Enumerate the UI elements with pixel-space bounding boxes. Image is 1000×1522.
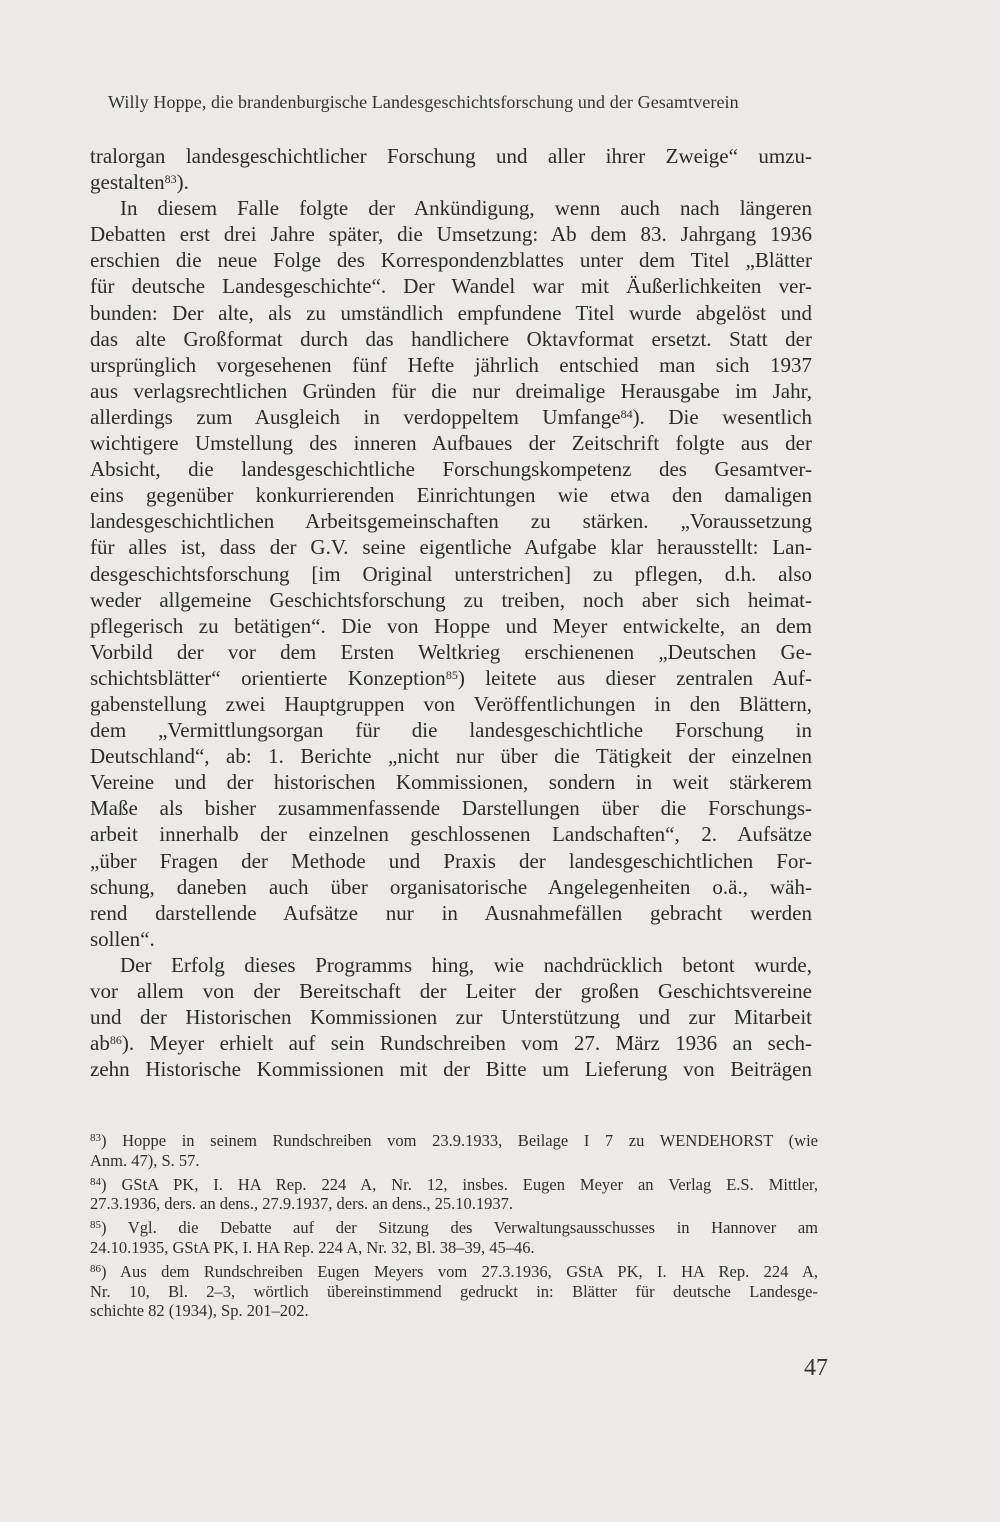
text-line: wichtigere Umstellung des inneren Aufbaues der Zeitschrift folgte aus der (90, 431, 812, 456)
text-line: vor allem von der Bereitschaft der Leiter der großen Geschichtsvereine (90, 979, 812, 1003)
text-line: desgeschichtsforschung [im Original unterstrichen] zu pflegen, d.h. also (90, 561, 812, 586)
text-line: rend darstellende Aufsätze nur in Ausnahmefällen gebracht werden (90, 900, 812, 925)
footnote-line: $^{84}$) GStA PK, I. HA Rep. 224 A, Nr. 12, insbes. Eugen Meyer an Verlag E.S. Mittler, (90, 1174, 818, 1194)
footnote-mark: 85 (90, 1219, 101, 1232)
text-line: tralorgan landesgeschichtlicher Forschung und aller ihrer Zweige“ umzu- (90, 144, 812, 168)
text-line: für deutsche Landesgeschichte“. Der Wandel war mit Äußerlichkeiten ver- (90, 274, 812, 299)
text-line: „über Fragen der Methode und Praxis der landesgeschichtlichen For- (90, 848, 812, 873)
footnote (90, 1131, 818, 1171)
text-line: gabenstellung zwei Hauptgruppen von Veröffentlichungen in den Blättern, (90, 691, 812, 716)
text-line: dem „Vermittlungsorgan für die landesgeschichtliche Forschung in (90, 718, 812, 743)
footnote-reference: 86 (109, 1033, 122, 1048)
footnote-mark: 84 (90, 1175, 101, 1188)
text-line: das alte Großformat durch das handlichere Oktavformat ersetzt. Statt der (90, 326, 812, 351)
text-line: gestalten$^{83}$). (90, 170, 189, 195)
footnote-reference: 84 (620, 406, 633, 421)
footnote-line: $^{86}$) Aus dem Rundschreiben Eugen Meyers vom 27.3.1936, GStA PK, I. HA Rep. 224 A, (90, 1261, 818, 1281)
text-line: Der Erfolg dieses Programms hing, wie nachdrücklich betont wurde, (120, 952, 812, 977)
footnote-line: Nr. 10, Bl. 2–3, wörtlich übereinstimmend gedruckt in: Blätter für deutsche Landesge- (90, 1281, 818, 1301)
text-line: Vereine und der historischen Kommissionen, sondern in weit stärkerem (90, 770, 812, 795)
text-line: und der Historischen Kommissionen zur Unterstützung und zur Mitarbeit (90, 1005, 812, 1030)
footnotes (90, 1131, 818, 1325)
text-line: erschien die neue Folge des Korrespondenzblattes unter dem Titel „Blätter (90, 248, 812, 273)
text-line: aus verlagsrechtlichen Gründen für die nur dreimalige Herausgabe im Jahr, (90, 378, 812, 403)
text-line: Deutschland“, ab: 1. Berichte „nicht nur über die Tätigkeit der einzelnen (90, 744, 812, 769)
footnote-line: $^{85}$) Vgl. die Debatte auf der Sitzung des Verwaltungsausschusses in Hannover am (90, 1218, 818, 1238)
text-line: zehn Historische Kommissionen mit der Bitte um Lieferung von Beiträgen (90, 1057, 812, 1082)
text-line: schichtsblätter“ orientierte Konzeption$^{85}$) leitete aus dieser zentralen Auf- (90, 665, 812, 690)
text-line: In diesem Falle folgte der Ankündigung, wenn auch nach längeren (120, 196, 812, 221)
text-line: sollen“. (90, 926, 155, 951)
footnote-reference: 85 (445, 667, 458, 682)
text-line: für alles ist, dass der G.V. seine eigentliche Aufgabe klar herausstellt: Lan- (90, 535, 812, 560)
footnote (90, 1262, 818, 1321)
footnote-line: Anm. 47), S. 57. (90, 1150, 200, 1170)
running-head: Willy Hoppe, die brandenburgische Landesgeschichtsforschung und der Gesamtverein (108, 92, 739, 112)
footnote-mark: 83 (90, 1132, 101, 1144)
footnote (90, 1218, 818, 1258)
text-line: weder allgemeine Geschichtsforschung zu treiben, noch aber sich heimat- (90, 587, 812, 612)
text-line: Vorbild der vor dem Ersten Weltkrieg erschienenen „Deutschen Ge- (90, 639, 812, 664)
text-line: pflegerisch zu betätigen“. Die von Hoppe und Meyer entwickelte, an dem (90, 613, 812, 638)
text-line: Maße als bisher zusammenfassende Darstellungen über die Forschungs- (90, 796, 812, 821)
footnote (90, 1175, 818, 1215)
footnote-reference: 83 (164, 172, 177, 187)
footnote-line: schichte 82 (1934), Sp. 201–202. (90, 1301, 309, 1321)
text-line: landesgeschichtlichen Arbeitsgemeinschaften zu stärken. „Voraussetzung (90, 509, 812, 534)
text-line: eins gegenüber konkurrierenden Einrichtungen wie etwa den damaligen (90, 483, 812, 508)
text-line: arbeit innerhalb der einzelnen geschlossenen Landschaften“, 2. Aufsätze (90, 822, 812, 847)
text-line: schung, daneben auch über organisatorische Angelegenheiten o.ä., wäh- (90, 874, 812, 899)
text-line: bunden: Der alte, als zu umständlich empfundene Titel wurde abgelöst und (90, 300, 812, 325)
text-line: Absicht, die landesgeschichtliche Forschungskompetenz des Gesamtver- (90, 457, 812, 482)
body-text (90, 143, 812, 1082)
footnote-mark: 86 (90, 1262, 101, 1275)
footnote-line: $^{83}$) Hoppe in seinem Rundschreiben vom 23.9.1933, Beilage I 7 zu WENDEHORST (wie (90, 1131, 818, 1150)
text-line: Debatten erst drei Jahre später, die Umsetzung: Ab dem 83. Jahrgang 1936 (90, 222, 812, 247)
footnote-line: 24.10.1935, GStA PK, I. HA Rep. 224 A, Nr. 32, Bl. 38–39, 45–46. (90, 1237, 535, 1257)
text-line: ab$^{86}$). Meyer erhielt auf sein Rundschreiben vom 27. März 1936 an sech- (90, 1031, 812, 1056)
text-line: ursprünglich vorgesehenen fünf Hefte jährlich entschied man sich 1937 (90, 352, 812, 377)
page-number: 47 (804, 1355, 828, 1381)
text-line: allerdings zum Ausgleich in verdoppeltem Umfange$^{84}$). Die wesentlich (90, 404, 812, 429)
footnote-line: 27.3.1936, ders. an dens., 27.9.1937, ders. an dens., 25.10.1937. (90, 1194, 513, 1214)
